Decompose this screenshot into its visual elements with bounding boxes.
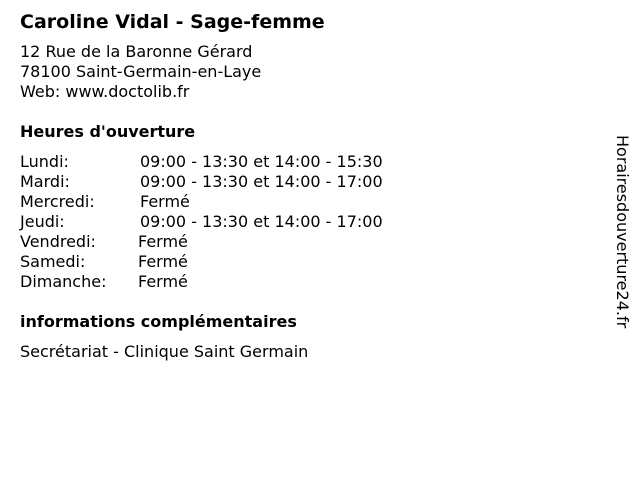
hours-row-mardi bbox=[20, 172, 600, 192]
hours-day-value: Fermé bbox=[138, 252, 188, 271]
hours-row-mercredi bbox=[20, 192, 600, 212]
hours-row-dimanche bbox=[20, 272, 600, 292]
hours-day-label: Vendredi: bbox=[20, 232, 96, 251]
opening-hours-heading: Heures d'ouverture bbox=[20, 122, 196, 141]
opening-hours-table bbox=[20, 152, 600, 292]
hours-day-value: Fermé bbox=[138, 272, 188, 291]
hours-day-label: Dimanche: bbox=[20, 272, 107, 291]
hours-row-vendredi bbox=[20, 232, 600, 252]
additional-info-heading: informations complémentaires bbox=[20, 312, 297, 331]
main-content bbox=[20, 10, 600, 362]
hours-day-value: Fermé bbox=[138, 232, 188, 251]
hours-row-samedi bbox=[20, 252, 600, 272]
additional-info-text: Secrétariat - Clinique Saint Germain bbox=[20, 342, 309, 361]
hours-day-value: 09:00 - 13:30 et 14:00 - 15:30 bbox=[140, 152, 383, 171]
hours-row-jeudi bbox=[20, 212, 600, 232]
hours-day-label: Samedi: bbox=[20, 252, 86, 271]
page-title: Caroline Vidal - Sage-femme bbox=[20, 11, 325, 33]
address-web: Web: www.doctolib.fr bbox=[20, 82, 190, 101]
hours-day-label: Mercredi: bbox=[20, 192, 95, 211]
address-city: 78100 Saint-Germain-en-Laye bbox=[20, 62, 262, 81]
hours-day-label: Mardi: bbox=[20, 172, 70, 191]
site-brand-label: Horairesdouverture24.fr bbox=[613, 135, 632, 329]
hours-day-value: 09:00 - 13:30 et 14:00 - 17:00 bbox=[140, 172, 383, 191]
address-street: 12 Rue de la Baronne Gérard bbox=[20, 42, 253, 61]
hours-day-value: 09:00 - 13:30 et 14:00 - 17:00 bbox=[140, 212, 383, 231]
hours-day-value: Fermé bbox=[140, 192, 190, 211]
hours-day-label: Jeudi: bbox=[20, 212, 65, 231]
hours-day-label: Lundi: bbox=[20, 152, 69, 171]
address-block bbox=[20, 42, 600, 102]
hours-row-lundi bbox=[20, 152, 600, 172]
